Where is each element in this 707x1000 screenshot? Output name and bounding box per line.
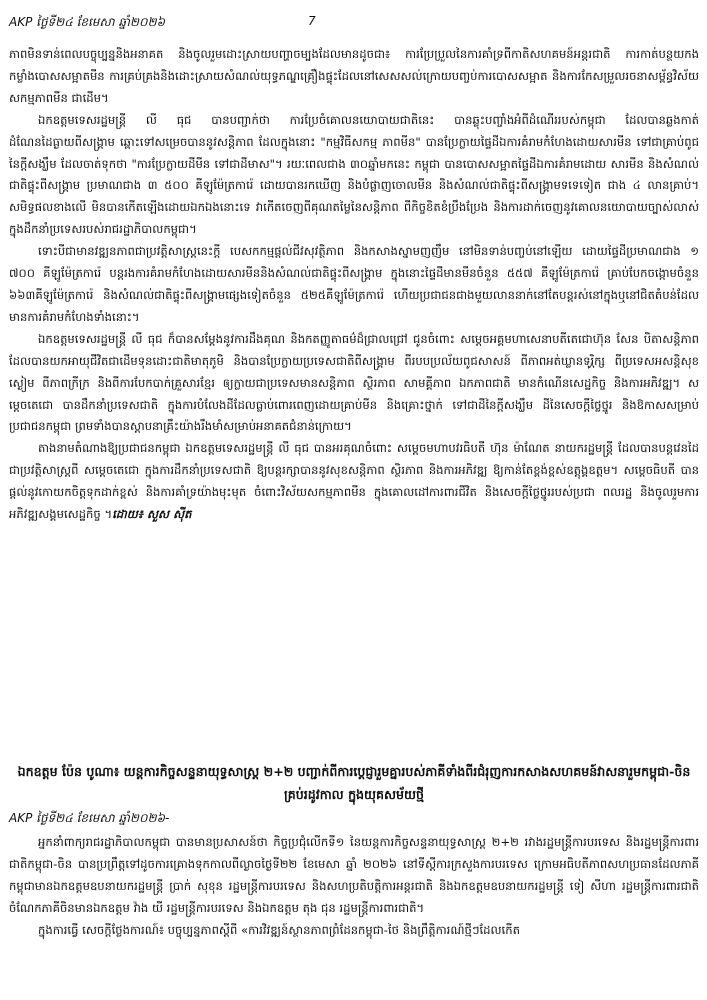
article-1-paragraph-5 bbox=[9, 438, 699, 526]
article-1-paragraph-5-text: តាងនាមតំណាងឱ្យប្រជាជនកម្ពុជា ឯកឧត្តមទេសរដ្ឋមន្ត្រី លី ធុជ បានអរគុណចំពោះ សម្តេចមហាបវរធិបតី ហ៊ុន ម៉ាណែត នាយករដ្ឋមន្ត្រី ដែលបានបន្តវេនដៃជាប្រវត្តិសាស្ត្រពី សម្តេចតេជោ ក្នុងការដឹកនាំប្រទេសជាតិ ឱ្យបន្តរក្សាបាននូវសុខសន្តិភាព ស្ថិរភាព និងការអភិវឌ្ឍ ឱ្យកាន់តែខ្ពង់ខ្ពស់ឧត្តុង្គឧត្តម។ សម្តេចធិបតី បានផ្តល់នូវកោយកចិត្តទុកដាក់ខ្ពស់ និងការគាំទ្រយ៉ាងមុះមុត ចំពោះវិស័យសកម្មភាពមីន ក្នុងគោលដៅការពារជីវិត និងសេចក្តីថ្លៃថ្នូររបស់ប្រជា ពលរដ្ឋ និងចូលរួមការអភិវឌ្ឍសង្គមសេដ្ឋកិច្ច ។ bbox=[9, 441, 699, 522]
article-2-body bbox=[9, 808, 699, 941]
article-1-paragraph-4: ឯកឧត្តមទេសរដ្ឋមន្ត្រី លី ធុជ ក៏បានសម្តែងនូវការដឹងគុណ និងកតញ្ញូតាធម៌ដ៏ជ្រាលជ្រៅ ជូនចំពោះ សម្តេចអគ្គមហាសេនាបតីតេជោហ៊ុន សែន បិតាសន្តិភាព ដែលបានយកអាយុជីវិតជាដើមទុនដោះជាតិមាតុភូមិ និងបានប្រែក្លាយប្រទេសជាតិពីសង្គ្រាម ពីរបបប្រល័យពូជសាសន៍ ពីភាពអត់ឃ្លានទុរ្ភិក្ស ពីប្រទេសអសន្តិសុខស្ងៀម ពីភាពក្រីក្រ និងពីការបែកបាក់គ្រួសារខ្មែរ ឲ្យក្លាយជាប្រទេសមានសន្តិភាព ស្ថិរភាព សាមគ្គីភាព ឯកភាពជាតិ មានកំណើនសេដ្ឋកិច្ច និងការអភិវឌ្ឍ។ សម្តេចតេជោ បានដឹកនាំប្រទេសជាតិ ក្នុងការបំលែងដីដែលធ្លាប់ពោរពេញដោយគ្រាប់មីន និងគ្រោះថ្នាក់ ទៅជាដីនៃក្តីសង្ឃឹម ដីនៃសេចក្តីថ្លៃថ្នូរ និងឱកាសសម្រាប់ប្រជាជនកម្ពុជា ព្រមទាំងបានស្តាបនាគ្រឹះយ៉ាងរឹងមាំសម្រាប់អនាគតជំនាន់ក្រោយ។ bbox=[9, 331, 699, 434]
article-2-dateline: AKP ថ្ងៃទី២៤ ខែមេសា ឆ្នាំ២០២៦- bbox=[9, 811, 170, 825]
article-2-paragraph-2: ក្នុងការធ្វើ សេចក្តីថ្លែងការណ៍៖ បច្ចុប្បន្នភាពស្តីពី «ការវិវឌ្ឍន៍ស្ថានភាពព្រំដែនកម្ពុជា-ថៃ និងព្រឹត្តិការណ៍ថ្មីៗដែលកើត bbox=[38, 922, 520, 937]
page-number: 7 bbox=[308, 14, 316, 28]
page-header bbox=[9, 14, 699, 36]
article-1-paragraph-3: ទោះបីជាមានវឌ្ឍនភាពជាប្រវត្តិសាស្ត្រនេះក្តី បេសកកម្មផ្តល់ជីវសុវត្ថិភាព និងកសាងស្នាមញញឹម នៅមិនទាន់បញ្ចប់នៅឡើយ ដោយផ្ទៃដីប្រមាណជាង ១ ៧០០ គីឡូម៉ែត្រការ៉េ បន្តរងការគំរាមកំហែងដោយសារមីននិងសំណល់ជាតិផ្ទុះពីសង្គ្រាម ក្នុងនោះផ្ទៃដីមានមីនចំនួន ៥៥៧ គីឡូម៉ែត្រការ៉េ គ្រាប់បែកចង្កោមចំនួន ៦៦៣គីឡូម៉ែត្រការ៉េ និងសំណល់ជាតិផ្ទុះពីសង្គ្រាមផ្សេងទៀតចំនួន ៥២៥គីឡូម៉ែត្រការ៉េ ហើយប្រជាជនជាងមួយលាននាក់នៅតែបន្តរស់នៅក្នុងឬនៅជិតតំបន់ដែលមានការគំរាមកំហែងទាំងនោះ។ bbox=[9, 244, 699, 324]
article-2-paragraph-1: អ្នកនាំពាក្យរាជរដ្ឋាភិបាលកម្ពុជា បានមានប្រសាសន៍ថា កិច្ចប្រជុំលើកទី១ នៃយន្តការកិច្ចសន្ទនាយុទ្ធសាស្ត្រ ២+២ រវាងរដ្ឋមន្ត្រីការបរទេស និងរដ្ឋមន្ត្រីការពារជាតិកម្ពុជា-ចិន បានប្រព្រឹត្តទៅដូចការគ្រោងទុកកាលពីល្ងាចថ្ងៃទី២២ ខែមេសា ឆ្នាំ ២០២៦ នៅទីស្តីការក្រសួងការបរទេស ក្រោមអធិបតីភាពសហប្រធានដែលភាគីកម្ពុជាមានឯកឧត្តមឧបនាយករដ្ឋមន្ត្រី ប្រាក់ សុខុន រដ្ឋមន្ត្រីការបរទេស និងសហប្រតិបត្តិការអន្តរជាតិ និងឯកឧត្តមឧបនាយករដ្ឋមន្ត្រី ទៀ សីហា រដ្ឋមន្ត្រីការពារជាតិ ចំណែកភាគីចិនមានឯកឧត្តម វ៉ាង យី រដ្ឋមន្ត្រីការបរទេស និងឯកឧត្តម តុង ជុន រដ្ឋមន្ត្រីការពារជាតិ។ bbox=[9, 834, 699, 915]
article-2-title: ឯកឧត្តម ប៉ែន បូណា៖ យន្តការកិច្ចសន្ទនាយុទ្ធសាស្ត្រ ២+២ បញ្ជាក់ពីការប្ដេជ្ញារួមគ្នារបស់ភាគីទាំងពីរជំរុញការកសាងសហគមន៍វាសនារួមកម្ពុជា-ចិន គ្រប់រដូវកាល ក្នុងយុគសម័យថ្មី bbox=[17, 764, 691, 802]
article-1-paragraph-1: ភាពមិនទាន់ពេលបច្ចុប្បន្ននិងអនាគត និងចូលរួមដោះស្រាយបញ្ហាចម្បងដែលមានដូចជា៖ ការប្រែប្រួលនៃការគាំទ្រពីកាតិសហគមន៍អន្តរជាតិ ការកាត់បន្ថយកងកម្លាំងបោសសម្អាតមីន ការគ្រប់គ្រងនិងដោះស្រាយសំណល់យុទ្ធភណ្ឌគ្រឿងផ្ទុះដែលនៅសេសសល់ក្រោយបញ្ចប់ការបោសសម្អាត និងការកែសម្រួលរចនាសម្ព័ន្ធវិស័យសកម្មភាពមីន ជាដើម។ bbox=[9, 47, 699, 105]
header-dateline: AKP ថ្ងៃទី២៤ ខែមេសា ឆ្នាំ២០២៦ bbox=[9, 15, 166, 29]
article-1-paragraph-2: ឯកឧត្តមទេសរដ្ឋមន្ត្រី លី ធុជ បានបញ្ជាក់ថា ការប្រែចំគោលនយោបាយជាតិនេះ បានឆ្លុះបញ្ចាំងអំពីដំណើររបស់កម្ពុជា ដែលបានឆ្លងកាត់ដំណែនដៃធ្ងាយពីសង្គ្រាម ឆ្ពោះទៅសម្រេចបាននូវសន្តិភាព ដែលក្នុងនោះ "កម្មវិធីសកម្ម ភាពមីន" បានប្រែក្លាយផ្ទៃដីឯការគំរាមកំហែងដោយសារមីន ទៅជាគ្រាប់ពូជនៃក្តីសង្ឃឹម ដែលចាត់ទុកថា "ការប្រែក្លាយដីមីន ទៅជាដីមាស"។ រយៈពេលជាង ៣០ឆ្នាំមកនេះ កម្ពុជា បានបោសសម្អាតផ្ទៃដីឯការគំរាមដោយ សារមីន និងសំណល់ជាតិផ្ទុះពីសង្គ្រាម ប្រមាណជាង ៣ ៥០០ គីឡូម៉ែត្រការ៉េ ដោយបានរកឃើញ និងបំផ្លាញចោលមីន និងសំណល់ជាតិផ្ទុះពីសង្គ្រាមទទេទៀត ជាង ៤ លានគ្រាប់។ សមិទ្ធផលខាងលើ មិនបានកើតឡើងដោយឯកឯងនោះទេ វាកើតចេញពីគុណតម្លៃនៃសន្តិភាព ពីកិច្ចខិតខំប្រឹងប្រែង និងការដាក់ចេញនូវគោលនយោបាយច្បាស់លាស់ក្នុងដឹកនាំប្រទេសរបស់រាជរដ្ឋាភិបាលកម្ពុជា។ bbox=[9, 112, 699, 237]
article-1-byline: ដោយ៖ សួស ស៊ីត bbox=[112, 507, 192, 522]
article-1-body bbox=[9, 44, 699, 526]
